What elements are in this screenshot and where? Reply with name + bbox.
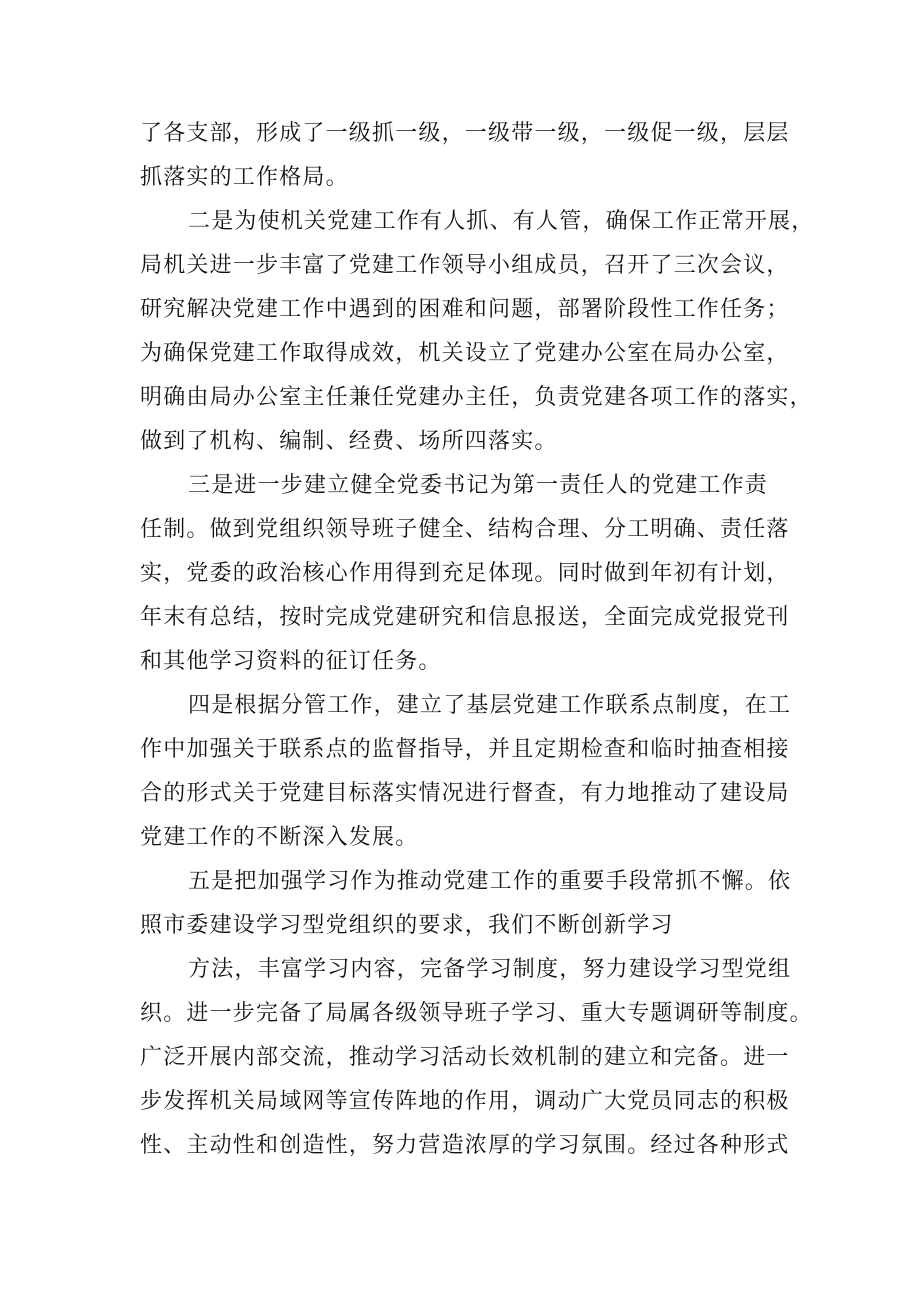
paragraph-start-line: 三是进一步建立健全党委书记为第一责任人的党建工作责: [188, 473, 769, 498]
text-line: 年末有总结，按时完成党建研究和信息报送，全面完成党报党刊: [140, 605, 790, 630]
text-line: 照市委建设学习型党组织的要求，我们不断创新学习: [140, 913, 674, 938]
paragraph-start-line: 四是根据分管工作，建立了基层党建工作联系点制度，在工: [188, 693, 792, 718]
paragraph-start-line: 方法，丰富学习内容，完备学习制度，努力建设学习型党组: [188, 957, 792, 982]
text-line: 为确保党建工作取得成效，机关设立了党建办公室在局办公室，: [140, 341, 790, 366]
text-line: 局机关进一步丰富了党建工作领导小组成员，召开了三次会议，: [140, 253, 790, 278]
text-line: 和其他学习资料的征订任务。: [140, 649, 442, 674]
text-line: 实，党委的政治核心作用得到充足体现。同时做到年初有计划，: [140, 561, 790, 586]
text-line: 作中加强关于联系点的监督指导，并且定期检查和临时抽查相接: [140, 737, 790, 762]
text-line: 任制。做到党组织领导班子健全、结构合理、分工明确、责任落: [140, 517, 790, 542]
text-line: 织。进一步完备了局属各级领导班子学习、重大专题调研等制度。: [140, 1001, 813, 1026]
text-line: 性、主动性和创造性，努力营造浓厚的学习氛围。经过各种形式: [140, 1133, 790, 1158]
text-line: 明确由局办公室主任兼任党建办主任，负责党建各项工作的落实，: [140, 385, 813, 410]
paragraph-start-line: 五是把加强学习作为推动党建工作的重要手段常抓不懈。依: [188, 869, 792, 894]
paragraph-start-line: 二是为使机关党建工作有人抓、有人管，确保工作正常开展，: [188, 209, 815, 234]
text-line: 广泛开展内部交流，推动学习活动长效机制的建立和完备。进一: [140, 1045, 790, 1070]
text-line: 了各支部，形成了一级抓一级，一级带一级，一级促一级，层层: [140, 121, 790, 146]
text-line: 做到了机构、编制、经费、场所四落实。: [140, 429, 558, 454]
text-line: 抓落实的工作格局。: [140, 165, 349, 190]
text-line: 党建工作的不断深入发展。: [140, 825, 419, 850]
text-line: 研究解决党建工作中遇到的困难和问题，部署阶段性工作任务；: [140, 297, 790, 322]
text-line: 合的形式关于党建目标落实情况进行督查，有力地推动了建设局: [140, 781, 790, 806]
text-line: 步发挥机关局域网等宣传阵地的作用，调动广大党员同志的积极: [140, 1089, 790, 1114]
